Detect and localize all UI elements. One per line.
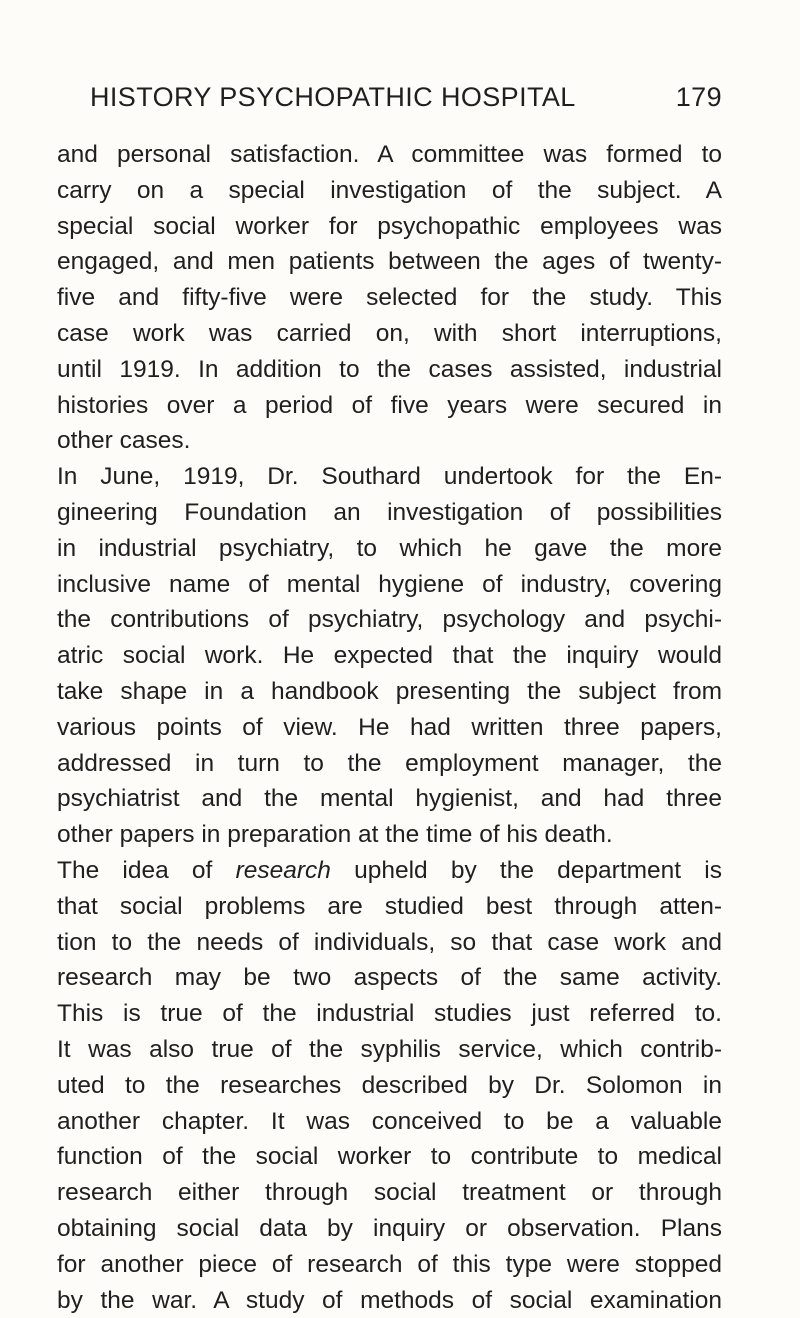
text-line: atric social work. He expected that the inquiry would bbox=[57, 638, 722, 674]
text-line: that social problems are studied best through atten- bbox=[57, 889, 722, 925]
emphasized-word: research bbox=[236, 857, 331, 884]
text-line: various points of view. He had written three papers, bbox=[57, 710, 722, 746]
text-line: by the war. A study of methods of social examination bbox=[57, 1283, 722, 1318]
text-line: carry on a special investigation of the subject. A bbox=[57, 173, 722, 209]
text-line: addressed in turn to the employment manager, the bbox=[57, 746, 722, 782]
page-number: 179 bbox=[676, 82, 722, 113]
text-line: obtaining social data by inquiry or observation. Plans bbox=[57, 1211, 722, 1247]
text-line: another chapter. It was conceived to be a valuable bbox=[57, 1104, 722, 1140]
text-line: other cases. bbox=[57, 423, 722, 459]
text-line: case work was carried on, with short interruptions, bbox=[57, 316, 722, 352]
text-line: special social worker for psychopathic employees was bbox=[57, 209, 722, 245]
text-line: engaged, and men patients between the ages of twenty- bbox=[57, 244, 722, 280]
text-line: five and fifty-five were selected for the study. This bbox=[57, 280, 722, 316]
text-line: tion to the needs of individuals, so that case work and bbox=[57, 925, 722, 961]
text-line: other papers in preparation at the time of his death. bbox=[57, 817, 722, 853]
text-line: the contributions of psychiatry, psychology and psychi- bbox=[57, 602, 722, 638]
text-line: uted to the researches described by Dr. Solomon in bbox=[57, 1068, 722, 1104]
text-line: research either through social treatment or through bbox=[57, 1175, 722, 1211]
text-line: This is true of the industrial studies just referred to. bbox=[57, 996, 722, 1032]
text-fragment: The idea of bbox=[57, 857, 236, 884]
running-head bbox=[90, 82, 722, 122]
text-line: In June, 1919, Dr. Southard undertook for the En- bbox=[57, 459, 722, 495]
text-line: psychiatrist and the mental hygienist, and had three bbox=[57, 781, 722, 817]
text-line: take shape in a handbook presenting the subject from bbox=[57, 674, 722, 710]
text-line: for another piece of research of this type were stopped bbox=[57, 1247, 722, 1283]
body-text bbox=[57, 137, 722, 1318]
text-line: research may be two aspects of the same activity. bbox=[57, 960, 722, 996]
text-fragment: upheld by the department is bbox=[331, 857, 722, 884]
text-line: function of the social worker to contribute to medical bbox=[57, 1139, 722, 1175]
text-line-with-emphasis bbox=[57, 853, 722, 889]
text-line: It was also true of the syphilis service, which contrib- bbox=[57, 1032, 722, 1068]
running-head-title: HISTORY PSYCHOPATHIC HOSPITAL bbox=[90, 82, 576, 113]
text-line: in industrial psychiatry, to which he gave the more bbox=[57, 531, 722, 567]
text-line: gineering Foundation an investigation of possibilities bbox=[57, 495, 722, 531]
text-line: and personal satisfaction. A committee was formed to bbox=[57, 137, 722, 173]
text-line: until 1919. In addition to the cases assisted, industrial bbox=[57, 352, 722, 388]
text-line: inclusive name of mental hygiene of industry, covering bbox=[57, 567, 722, 603]
text-line: histories over a period of five years were secured in bbox=[57, 388, 722, 424]
